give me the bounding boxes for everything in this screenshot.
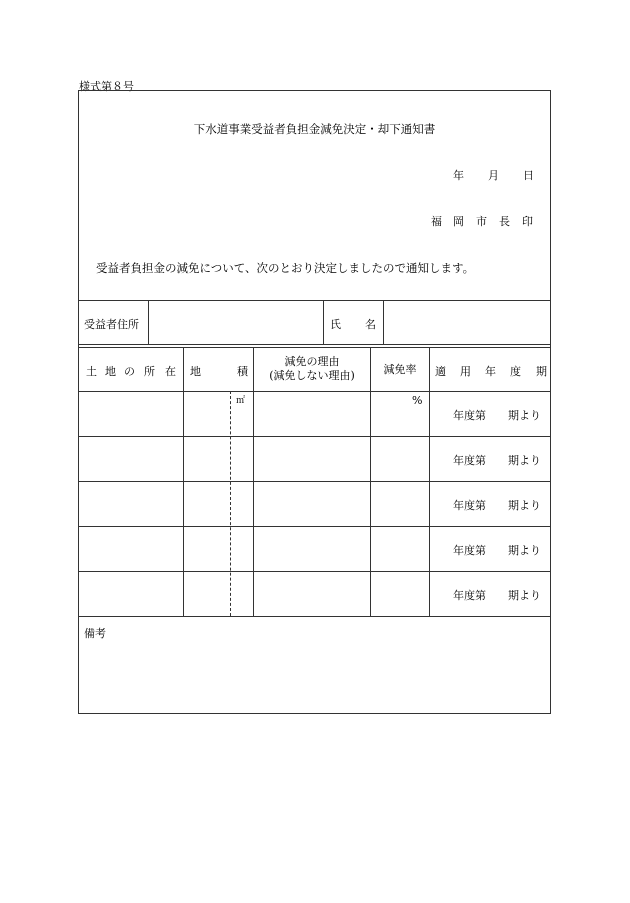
header-area-char: 積 [237, 365, 248, 378]
area-unit: ㎡ [236, 396, 246, 406]
header-location-char: 在 [165, 365, 176, 378]
divider [148, 300, 149, 344]
notice-text: 受益者負担金の減免について、次のとおり決定しましたので通知します。 [96, 261, 475, 275]
divider [383, 300, 384, 344]
header-location-char: の [124, 365, 135, 378]
name-label-char: 氏 [330, 318, 341, 331]
header-fiscal-char: 適 [435, 365, 446, 378]
remarks-label: 備考 [84, 627, 106, 640]
divider [78, 436, 551, 437]
row-period: 年度第 期より [453, 499, 541, 512]
header-fiscal-char: 年 [485, 365, 496, 378]
divider [78, 347, 551, 348]
issuer-char: 長 [499, 215, 510, 228]
divider [323, 300, 324, 344]
divider [78, 526, 551, 527]
issuer-char: 福 [431, 215, 442, 228]
header-location-char: 土 [86, 365, 97, 378]
header-area-char: 地 [190, 365, 201, 378]
header-location-char: 地 [105, 365, 116, 378]
issuer-char: 岡 [453, 215, 464, 228]
document-title: 下水道事業受益者負担金減免決定・却下通知書 [193, 122, 436, 136]
name-label-char: 名 [365, 318, 376, 331]
issuer-char: 市 [476, 215, 487, 228]
rate-unit: % [412, 394, 423, 407]
divider [78, 616, 551, 617]
header-reason-line2: (減免しない理由) [269, 369, 355, 382]
divider [78, 481, 551, 482]
row-period: 年度第 期より [453, 589, 541, 602]
divider [78, 571, 551, 572]
header-location-char: 所 [144, 365, 155, 378]
issuer-seal: 印 [522, 215, 533, 228]
divider [230, 391, 231, 616]
divider [78, 391, 551, 392]
row-period: 年度第 期より [453, 544, 541, 557]
header-fiscal-char: 度 [510, 365, 521, 378]
date-year-label: 年 [453, 169, 464, 182]
date-month-label: 月 [488, 169, 499, 182]
form-number: 様式第８号 [79, 80, 134, 93]
header-rate: 減免率 [383, 363, 417, 376]
address-label: 受益者住所 [84, 318, 139, 331]
form-frame [78, 90, 551, 714]
header-reason-line1: 減免の理由 [284, 355, 340, 368]
row-period: 年度第 期より [453, 454, 541, 467]
divider [78, 344, 551, 345]
date-day-label: 日 [523, 169, 534, 182]
row-period: 年度第 期より [453, 409, 541, 422]
header-fiscal-char: 用 [460, 365, 471, 378]
header-fiscal-char: 期 [536, 365, 547, 378]
